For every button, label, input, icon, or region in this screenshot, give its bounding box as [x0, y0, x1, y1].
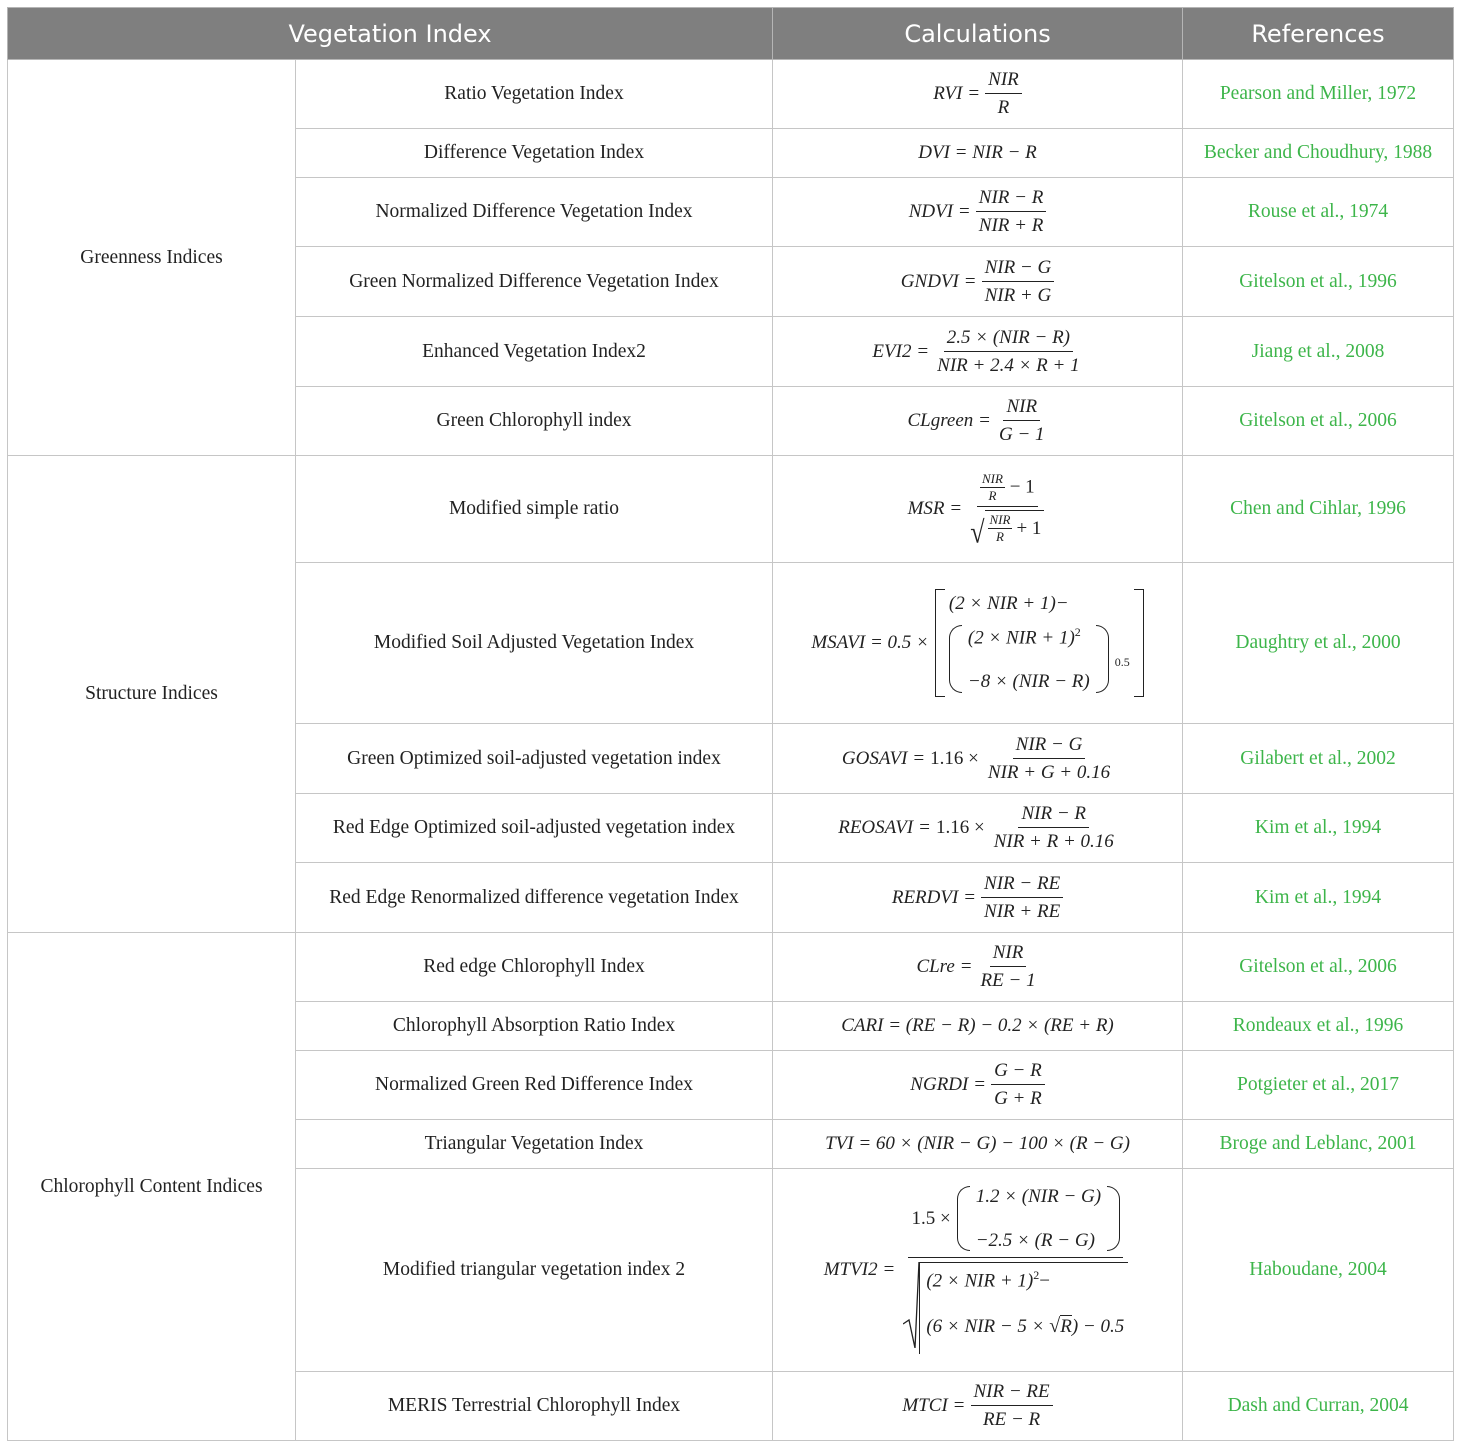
reference-link[interactable]: Dash and Curran, 2004 [1183, 1372, 1454, 1441]
group-greenness: Greenness Indices [8, 60, 296, 456]
index-name: Normalized Difference Vegetation Index [296, 178, 773, 247]
reference-link[interactable]: Daughtry et al., 2000 [1183, 563, 1454, 724]
index-name: Red Edge Optimized soil-adjusted vegetation index [296, 794, 773, 863]
formula-gosavi: GOSAVI = 1.16 × $\frac{\text{NIR − G}}{\text{NIR + G + 0.16}}$ [773, 724, 1183, 794]
header-calculations: Calculations [773, 8, 1183, 60]
formula-clre: CLre = $\frac{\text{NIR}}{RE - 1}$ [773, 933, 1183, 1002]
index-name: Green Chlorophyll index [296, 387, 773, 456]
vegetation-index-table [7, 7, 1454, 1441]
formula-mtci: MTCI = $\frac{\text{NIR − RE}}{RE - R}$ [773, 1372, 1183, 1441]
reference-link[interactable]: Pearson and Miller, 1972 [1183, 60, 1454, 129]
index-name: Modified Soil Adjusted Vegetation Index [296, 563, 773, 724]
index-name: Red Edge Renormalized difference vegetation Index [296, 863, 773, 933]
reference-link[interactable]: Gitelson et al., 1996 [1183, 247, 1454, 317]
group-structure: Structure Indices [8, 456, 296, 933]
formula-evi2: EVI2 = $\frac{\text{2.5 × (NIR − R)}}{\text{NIR + 2.4 × R + 1}}$ [773, 317, 1183, 387]
reference-link[interactable]: Haboudane, 2004 [1183, 1169, 1454, 1372]
index-name: Chlorophyll Absorption Ratio Index [296, 1002, 773, 1051]
formula-cari: CARI = (RE − R) − 0.2 × (RE + R) [773, 1002, 1183, 1051]
index-name: Green Normalized Difference Vegetation Index [296, 247, 773, 317]
index-name: Green Optimized soil-adjusted vegetation index [296, 724, 773, 794]
table-row [8, 933, 1454, 1002]
formula-reosavi: REOSAVI = 1.16 × $\frac{\text{NIR − R}}{\text{NIR + R + 0.16}}$ [773, 794, 1183, 863]
formula-rerdvi: RERDVI = $\frac{\text{NIR − RE}}{\text{NIR + RE}}$ [773, 863, 1183, 933]
index-name: Ratio Vegetation Index [296, 60, 773, 129]
reference-link[interactable]: Broge and Leblanc, 2001 [1183, 1120, 1454, 1169]
header-references: References [1183, 8, 1454, 60]
index-name: Difference Vegetation Index [296, 129, 773, 178]
index-name: Red edge Chlorophyll Index [296, 933, 773, 1002]
reference-link[interactable]: Chen and Cihlar, 1996 [1183, 456, 1454, 563]
formula-gndvi: GNDVI = $\frac{\text{NIR − G}}{\text{NIR + G}}$ [773, 247, 1183, 317]
reference-link[interactable]: Kim et al., 1994 [1183, 863, 1454, 933]
formula-ndvi: NDVI = $\frac{\text{NIR − R}}{\text{NIR + R}}$ [773, 178, 1183, 247]
radical-icon [903, 1262, 919, 1348]
header-row [8, 8, 1454, 60]
index-name: Modified triangular vegetation index 2 [296, 1169, 773, 1372]
formula-ngrdi: NGRDI = $\frac{G - R}{G + R}$ [773, 1051, 1183, 1120]
group-chlorophyll: Chlorophyll Content Indices [8, 933, 296, 1441]
index-name: Modified simple ratio [296, 456, 773, 563]
index-name: Triangular Vegetation Index [296, 1120, 773, 1169]
formula-msavi: MSAVI = 0.5 × (2 × NIR + 1)− (2 × NIR + 1)$^2$ −8 × (NIR − R) 0.5 [773, 563, 1183, 724]
formula-tvi: TVI = 60 × (NIR − G) − 100 × (R − G) [773, 1120, 1183, 1169]
header-vegetation-index: Vegetation Index [8, 8, 773, 60]
formula-mtvi2: MTVI2 = 1.5 × 1.2 × (NIR − G) −2.5 × (R − G) (2 × NIR + 1)$^2$− (6 × NIR − 5 × √ R ) − 0.5 [773, 1169, 1183, 1372]
reference-link[interactable]: Potgieter et al., 2017 [1183, 1051, 1454, 1120]
formula-msr: MSR = $\frac{\text{NIR}}{R}$ − 1 √ $\frac{\text{NIR}}{R}$ + 1 [773, 456, 1183, 563]
reference-link[interactable]: Kim et al., 1994 [1183, 794, 1454, 863]
reference-link[interactable]: Gitelson et al., 2006 [1183, 387, 1454, 456]
reference-link[interactable]: Rondeaux et al., 1996 [1183, 1002, 1454, 1051]
index-name: Normalized Green Red Difference Index [296, 1051, 773, 1120]
index-name: Enhanced Vegetation Index2 [296, 317, 773, 387]
formula-dvi: DVI = NIR − R [773, 129, 1183, 178]
reference-link[interactable]: Gilabert et al., 2002 [1183, 724, 1454, 794]
reference-link[interactable]: Becker and Choudhury, 1988 [1183, 129, 1454, 178]
table-row [8, 456, 1454, 563]
formula-rvi: RVI = $\frac{\text{NIR}}{R}$ [773, 60, 1183, 129]
reference-link[interactable]: Jiang et al., 2008 [1183, 317, 1454, 387]
index-name: MERIS Terrestrial Chlorophyll Index [296, 1372, 773, 1441]
reference-link[interactable]: Gitelson et al., 2006 [1183, 933, 1454, 1002]
table-row [8, 60, 1454, 129]
reference-link[interactable]: Rouse et al., 1974 [1183, 178, 1454, 247]
formula-clgreen: CLgreen = $\frac{\text{NIR}}{G - 1}$ [773, 387, 1183, 456]
